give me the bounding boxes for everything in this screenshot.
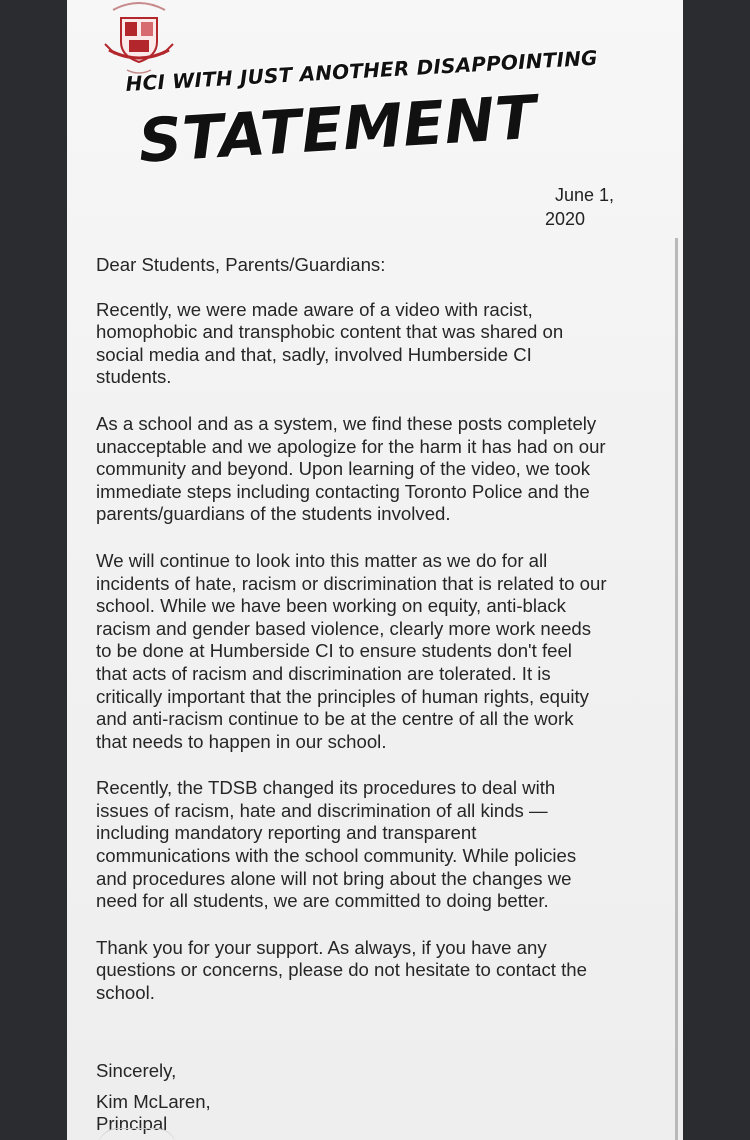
page-edge-line (675, 238, 678, 1140)
bottom-curve (97, 1128, 177, 1140)
greeting: Dear Students, Parents/Guardians: (96, 254, 386, 275)
date-line-2: 2020 (545, 209, 586, 229)
story-text-overlay (0, 0, 750, 200)
letter-body (96, 254, 668, 1029)
overlay-headline: HCI WITH JUST ANOTHER DISAPPOINTING (125, 45, 599, 96)
closing: Sincerely, (96, 1060, 177, 1081)
paragraph-1: Recently, we were made aware of a video with racist, homophobic and transphobic content that was shared on social media and that, sadly, involved Humberside CI students. (96, 298, 564, 388)
paragraph-3: We will continue to look into this matter as we do for all incidents of hate, racism or discrimination that is related to our school. While we have been working on equity, anti-black racism and gender based violence, clearly more work needs to be done at Humberside CI to ensure students don't feel that acts of racism and discrimination are tolerated. It is critically important that the principles of human rights, equity and anti-racism continue to be at the centre of all the work that needs to happen in our school. (96, 549, 607, 752)
signature-block (96, 1060, 211, 1136)
signer-title: Principal (96, 1113, 168, 1135)
paragraph-2: As a school and as a system, we find these posts completely unacceptable and we apologize for the harm it has had on our community and beyond. Upon learning of the video, we took immediate steps including contacting Toronto Police and the parents/guardians of the students involved. (96, 412, 606, 525)
paragraph-5: Thank you for your support. As always, if you have any questions or concerns, please do not hesitate to contact the school. (96, 936, 587, 1004)
paragraph-4: Recently, the TDSB changed its procedures to deal with issues of racism, hate and discrimination of all kinds — including mandatory reporting and transparent communications with the school community. While policies and procedures alone will not bring about the changes we need for all students, we are committed to doing better. (96, 777, 577, 912)
signer-name: Kim McLaren, (96, 1090, 211, 1112)
date-line-1: June 1, (555, 185, 615, 205)
overlay-title: STATEMENT (136, 82, 539, 177)
